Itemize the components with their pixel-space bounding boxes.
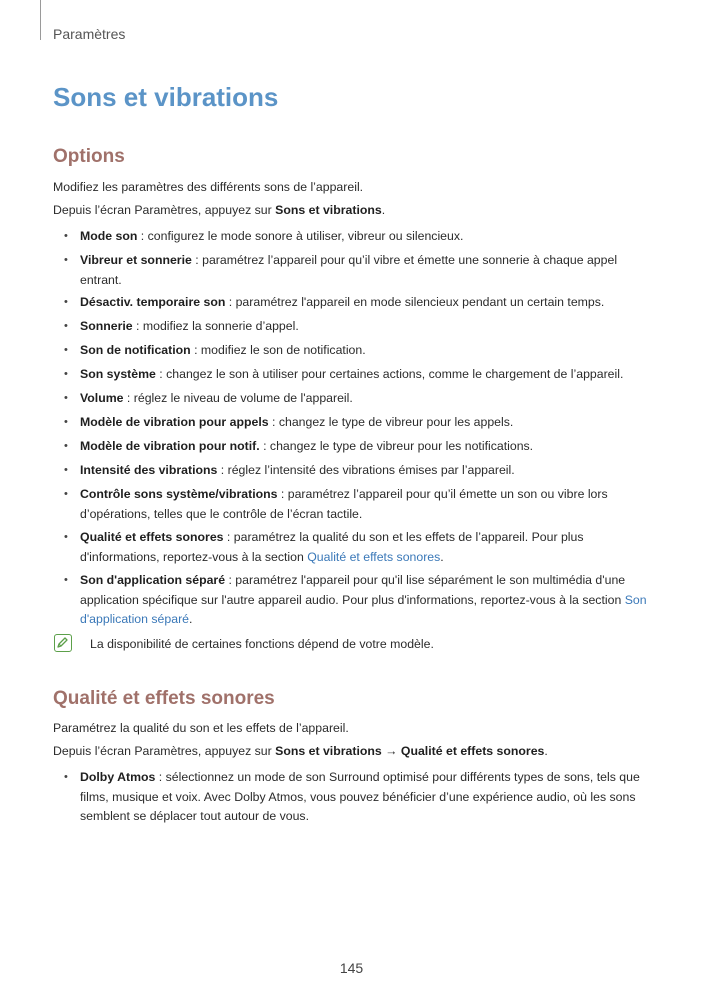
link-quality-section[interactable]: Qualité et effets sonores [307,549,441,564]
list-item: • Modèle de vibration pour notif. : changez le type de vibreur pour les notifications. [80,437,660,457]
list-item: • Dolby Atmos : sélectionnez un mode de son Surround optimisé pour différents types de sons, tels que films, musique et voix. Avec Dolby Atmos, vous pouvez bénéficier d’une expérience audio, où les sons semblent se déplacer tout autour de vous. [80,768,660,827]
quality-path: Depuis l’écran Paramètres, appuyez sur Sons et vibrations → Qualité et effets sonores. [53,744,548,758]
list-item: • Son d'application séparé : paramétrez l'appareil pour qu'il lise séparément le son multimédia d'une application spécifique sur l'autre appareil audio. Pour plus d'informations, reportez-vous à la section Son d'application séparé. [80,571,660,630]
options-intro: Modifiez les paramètres des différents sons de l’appareil. [53,180,364,194]
quality-intro: Paramétrez la qualité du son et les effets de l’appareil. [53,721,349,735]
note-icon [54,634,72,652]
list-item: • Vibreur et sonnerie : paramétrez l’appareil pour qu’il vibre et émette une sonnerie à chaque appel entrant. [80,251,660,290]
list-item: • Mode son : configurez le mode sonore à utiliser, vibreur ou silencieux. [80,227,660,247]
list-item: • Désactiv. temporaire son : paramétrez l'appareil en mode silencieux pendant un certain temps. [80,293,660,313]
list-item: • Modèle de vibration pour appels : changez le type de vibreur pour les appels. [80,413,660,433]
options-heading: Options [53,146,125,167]
list-item: • Contrôle sons système/vibrations : paramétrez l’appareil pour qu’il émette un son ou vibre lors d’opérations, telles que le contrôle de l’écran tactile. [80,485,660,524]
running-header: Paramètres [53,26,126,42]
page-number: 145 [339,960,364,976]
list-item: • Volume : réglez le niveau de volume de l'appareil. [80,389,660,409]
options-path: Depuis l’écran Paramètres, appuyez sur Sons et vibrations. [53,203,386,217]
list-item: • Intensité des vibrations : réglez l’intensité des vibrations émises par l’appareil. [80,461,660,481]
page-title: Sons et vibrations [53,82,279,112]
list-item: • Qualité et effets sonores : paramétrez la qualité du son et les effets de l’appareil. Pour plus d'informations, reportez-vous à la section Qualité et effets sonores. [80,528,660,567]
link-separate-app-sound[interactable]: Son d'application séparé [80,592,647,626]
quality-heading: Qualité et effets sonores [53,688,275,709]
list-item: • Son système : changez le son à utiliser pour certaines actions, comme le chargement de l’appareil. [80,365,660,385]
list-item: • Son de notification : modifiez le son de notification. [80,341,660,361]
list-item: • Sonnerie : modifiez la sonnerie d’appel. [80,317,660,337]
note-text: La disponibilité de certaines fonctions dépend de votre modèle. [90,637,434,651]
header-rule [40,0,41,40]
pencil-icon [56,636,69,649]
